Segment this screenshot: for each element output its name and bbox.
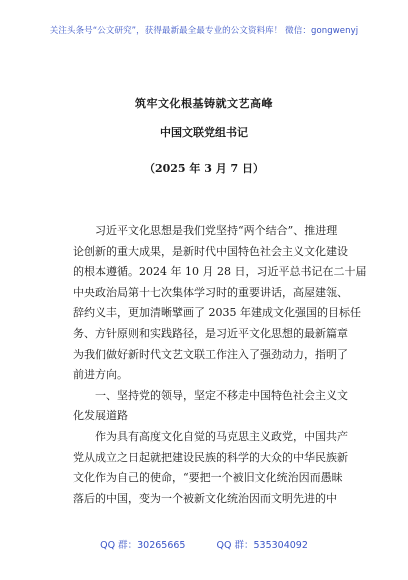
header-watermark-text: 关注头条号“公文研究”，获得最新最全最专业的公文资料库！ 微信：gongwenyj	[49, 26, 359, 36]
document-title: 筑牢文化根基铸就文艺高峰	[135, 97, 273, 110]
body-line: 务、方针原则和实践路径，是习近平文化思想的最新篇章	[73, 326, 348, 340]
document-author: 中国文联党组书记	[160, 126, 248, 139]
body-line: 文化作为自己的使命，“要把一个被旧文化统治因而愚昧	[73, 471, 343, 485]
body-line: 作为具有高度文化自觉的马克思主义政党，中国共产	[73, 429, 348, 443]
body-line: 的根本遵循。2024 年 10 月 28 日，习近平总书记在二十届	[73, 265, 367, 279]
footer-qq-group-right: QQ 群：535304092	[216, 540, 308, 551]
body-line: 中央政治局第十七次集体学习时的重要讲话，高屋建瓴、	[73, 285, 348, 299]
document-date: （2025 年 3 月 7 日）	[143, 162, 265, 175]
body-line: 论创新的重大成果，是新时代中国特色社会主义文化建设	[73, 244, 348, 258]
body-line: 前进方向。	[73, 368, 128, 382]
body-line: 党从成立之日起就把建设民族的科学的大众的中华民族新	[73, 450, 348, 464]
body-line: 为我们做好新时代文艺文联工作注入了强劲动力，指明了	[73, 347, 348, 361]
body-line: 辞约义丰，更加清晰擘画了 2035 年建成文化强国的目标任	[73, 306, 361, 320]
footer-qq-group-left: QQ 群：30265665	[100, 540, 186, 551]
section-heading-line: 一、坚持党的领导，坚定不移走中国特色社会主义文	[73, 388, 348, 402]
section-heading-line: 化发展道路	[73, 409, 128, 423]
footer-contact	[0, 537, 408, 551]
body-line: 落后的中国，变为一个被新文化统治因而文明先进的中	[73, 491, 337, 505]
document-body	[73, 221, 367, 509]
body-line: 习近平文化思想是我们党坚持“两个结合”、推进理	[73, 224, 338, 237]
